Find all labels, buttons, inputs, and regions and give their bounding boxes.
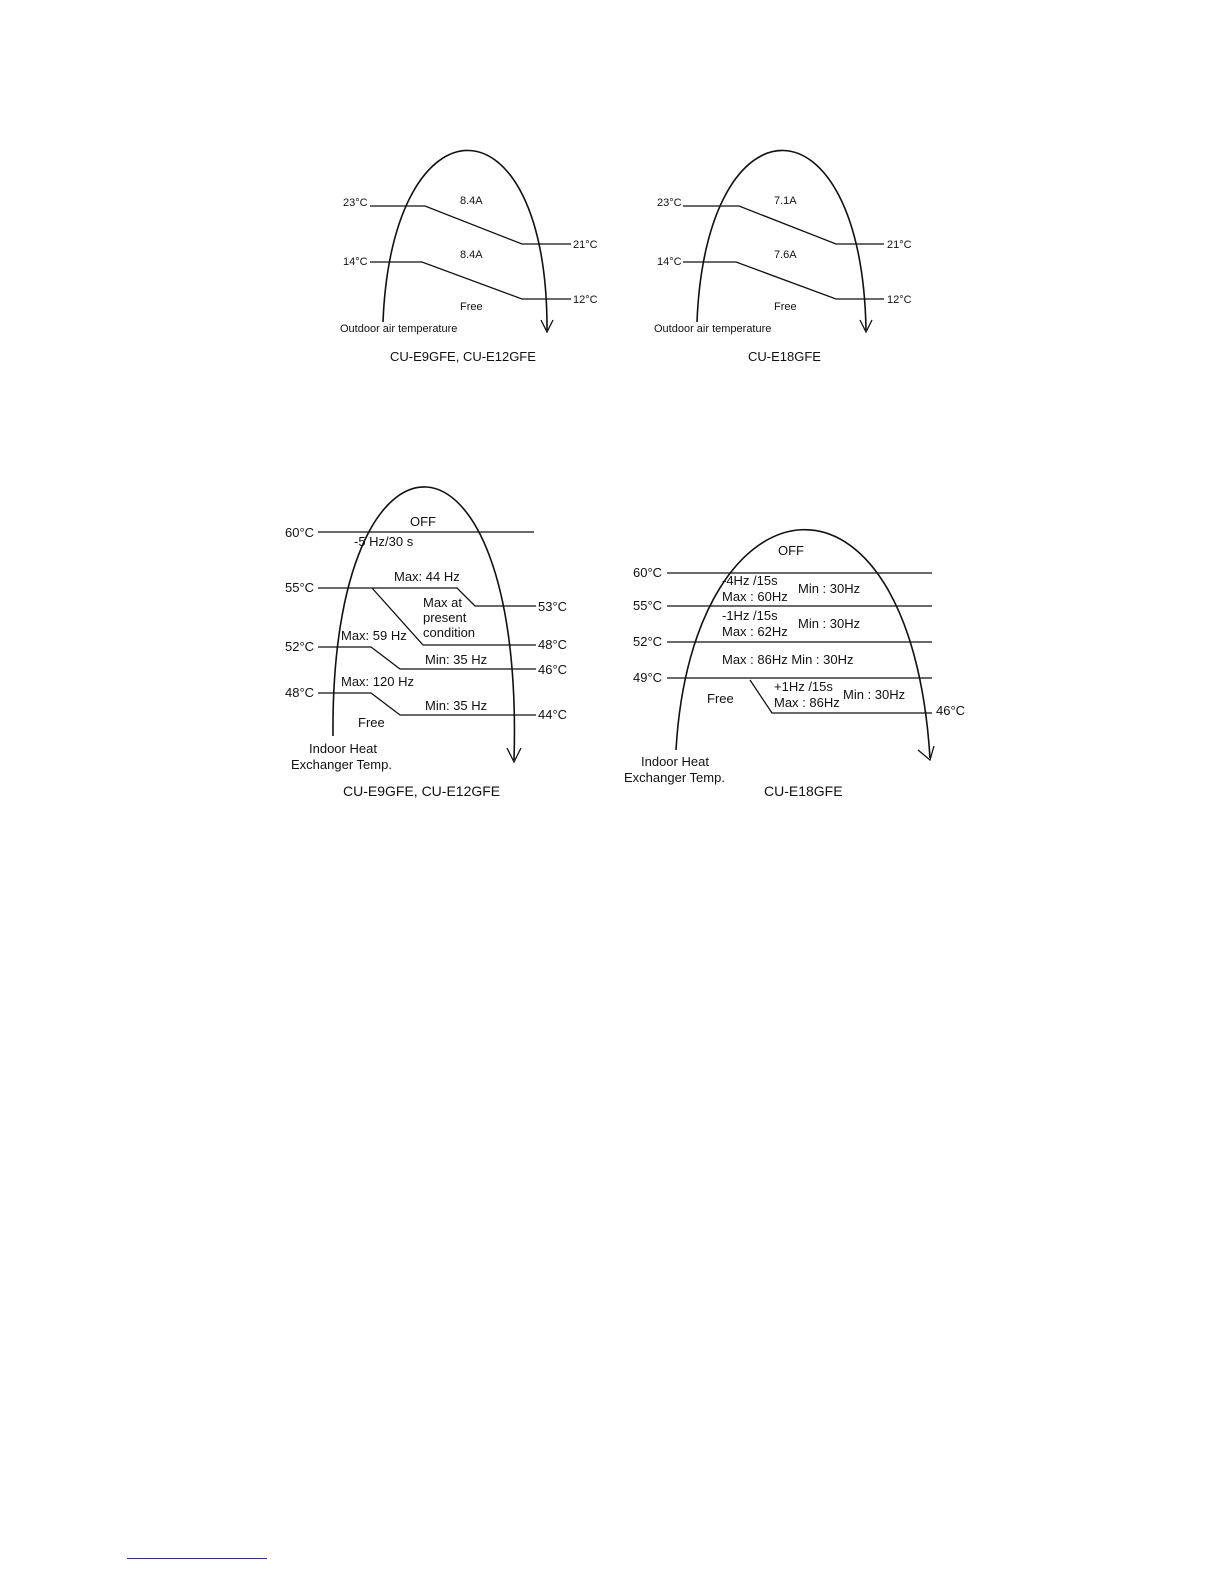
diagram-caption: CU-E9GFE, CU-E12GFE: [343, 783, 501, 799]
temp-label-23: 23°C: [343, 197, 368, 209]
zone-free: Free: [358, 715, 385, 730]
zone-min-35-upper: Min: 35 Hz: [425, 652, 488, 667]
temp-label-48-right: 48°C: [538, 637, 568, 652]
boundary-line-lower: [683, 262, 884, 299]
temp-label-46: 46°C: [538, 662, 568, 677]
boundary-line-upper: [370, 206, 571, 244]
boundary-line-lower: [370, 262, 571, 299]
temp-label-44: 44°C: [538, 707, 568, 722]
footer-divider: [127, 1558, 267, 1559]
zone-free: Free: [774, 301, 797, 313]
diagram-caption: CU-E9GFE, CU-E12GFE: [390, 349, 536, 364]
zone-1-min: Min : 30Hz: [798, 581, 861, 596]
zone-4-max: Max : 86Hz: [774, 695, 840, 710]
temp-label-53: 53°C: [538, 599, 568, 614]
temp-label-46: 46°C: [936, 703, 966, 718]
axis-label-line-1: Indoor Heat: [309, 741, 377, 756]
temp-label-21: 21°C: [573, 239, 598, 251]
zone-4-min: Min : 30Hz: [843, 687, 906, 702]
zone-current-lower: 8.4A: [460, 249, 483, 261]
axis-label-line-2: Exchanger Temp.: [624, 770, 725, 785]
axis-label-line-2: Exchanger Temp.: [291, 757, 392, 772]
zone-free: Free: [460, 301, 483, 313]
zone-present-2: present: [423, 610, 467, 625]
zone-max-120: Max: 120 Hz: [341, 674, 414, 689]
zone-2-min: Min : 30Hz: [798, 616, 861, 631]
diagram-outdoor-temp-e18: [654, 150, 912, 364]
arrow-head-icon: [918, 746, 934, 760]
zone-free: Free: [707, 691, 734, 706]
temp-label-60: 60°C: [285, 525, 315, 540]
temp-label-60: 60°C: [633, 565, 663, 580]
zone-current-upper: 7.1A: [774, 195, 797, 207]
diagram-indoor-heat-exchanger-e18: [624, 530, 965, 799]
temp-label-55: 55°C: [633, 598, 663, 613]
zone-1-max: Max : 60Hz: [722, 589, 788, 604]
temp-label-52: 52°C: [633, 634, 663, 649]
diagram-indoor-heat-exchanger-e9-e12: [285, 487, 567, 799]
zone-present-3: condition: [423, 625, 476, 640]
temp-label-23: 23°C: [657, 197, 682, 209]
temp-label-14: 14°C: [657, 256, 682, 268]
temp-label-14: 14°C: [343, 256, 368, 268]
temp-label-12: 12°C: [573, 294, 598, 306]
temp-label-55: 55°C: [285, 580, 315, 595]
zone-2-max: Max : 62Hz: [722, 624, 788, 639]
zone-2-step: -1Hz /15s: [722, 608, 778, 623]
zone-current-upper: 8.4A: [460, 195, 483, 207]
zone-3: Max : 86Hz Min : 30Hz: [722, 652, 854, 667]
zone-4-step: +1Hz /15s: [774, 679, 833, 694]
diagram-outdoor-temp-e9-e12: [340, 150, 598, 364]
zone-off: OFF: [410, 514, 436, 529]
zone-max-59: Max: 59 Hz: [341, 628, 407, 643]
zone-max-44: Max: 44 Hz: [394, 569, 460, 584]
axis-label: Outdoor air temperature: [654, 323, 772, 335]
temp-label-21: 21°C: [887, 239, 912, 251]
temp-label-12: 12°C: [887, 294, 912, 306]
temperature-curve: [676, 530, 930, 758]
diagram-caption: CU-E18GFE: [748, 349, 821, 364]
diagram-caption: CU-E18GFE: [764, 783, 843, 799]
zone-current-lower: 7.6A: [774, 249, 797, 261]
temp-label-52: 52°C: [285, 639, 315, 654]
temp-label-48: 48°C: [285, 685, 315, 700]
zone-min-35-lower: Min: 35 Hz: [425, 698, 488, 713]
temp-label-49: 49°C: [633, 670, 663, 685]
axis-label-line-1: Indoor Heat: [641, 754, 709, 769]
zone-1-step: -4Hz /15s: [722, 573, 778, 588]
zone-off: OFF: [778, 543, 804, 558]
axis-label: Outdoor air temperature: [340, 323, 458, 335]
zone-step-down: -5 Hz/30 s: [354, 534, 414, 549]
zone-present-1: Max at: [423, 595, 463, 610]
